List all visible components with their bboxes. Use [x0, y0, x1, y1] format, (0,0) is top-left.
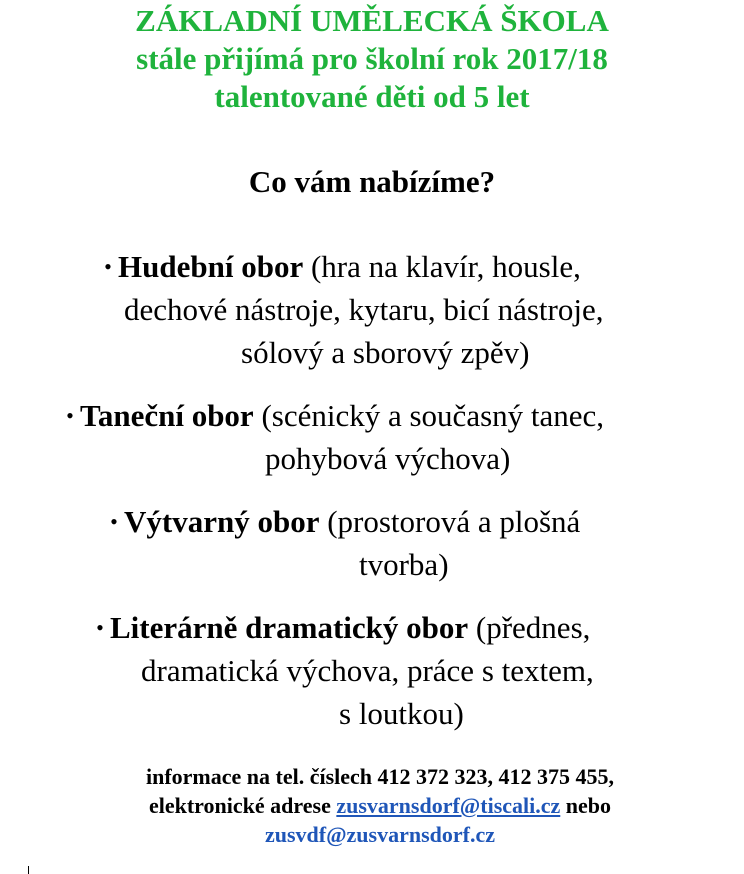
offer-art-line2: tvorba)	[359, 547, 449, 582]
email-link-zusvarnsdorf[interactable]: zusvdf@zusvarnsdorf.cz	[264, 822, 496, 847]
contact-email-line	[0, 791, 744, 820]
offer-name-drama: Literárně dramatický obor	[110, 610, 469, 645]
headline-school-name: ZÁKLADNÍ UMĚLECKÁ ŠKOLA	[135, 3, 609, 38]
contact-email-suffix: nebo	[560, 793, 612, 818]
bullet-icon: •	[104, 254, 112, 279]
offer-detail-dance: (scénický a současný tanec,	[253, 398, 605, 433]
offer-item-dance	[60, 394, 604, 437]
offer-dance-line2: pohybová výchova)	[265, 441, 511, 476]
email-link-tiscali[interactable]: zusvarnsdorf@tiscali.cz	[336, 793, 561, 818]
offer-heading: Co vám nabízíme?	[248, 164, 496, 199]
offer-name-music: Hudební obor	[118, 249, 304, 284]
offer-detail-drama: (přednes,	[468, 610, 591, 645]
offer-item-music	[98, 245, 581, 288]
offer-name-art: Výtvarný obor	[124, 504, 320, 539]
bullet-icon: •	[110, 509, 118, 534]
headline-admission: stále přijímá pro školní rok 2017/18	[136, 41, 608, 76]
contact-email-prefix: elektronické adrese	[148, 793, 337, 818]
offer-music-line3: sólový a sborový zpěv)	[241, 335, 530, 370]
contact-phones: informace na tel. číslech 412 372 323, 412 375 455,	[145, 764, 615, 789]
offer-item-drama	[90, 606, 590, 649]
offer-detail-art: (prostorová a plošná	[319, 504, 581, 539]
offer-drama-line2: dramatická výchova, práce s textem,	[141, 653, 594, 688]
offer-drama-line3: s loutkou)	[339, 696, 464, 731]
offer-name-dance: Taneční obor	[80, 398, 254, 433]
contact-info	[0, 762, 744, 849]
offer-detail-music: (hra na klavír, housle,	[303, 249, 581, 284]
bullet-icon: •	[66, 403, 74, 428]
offer-item-art	[104, 500, 580, 543]
page-corner-mark	[28, 866, 29, 874]
offer-music-line2: dechové nástroje, kytaru, bicí nástroje,	[124, 292, 604, 327]
headline-age: talentované děti od 5 let	[214, 79, 530, 114]
bullet-icon: •	[96, 615, 104, 640]
school-headline	[0, 2, 744, 116]
